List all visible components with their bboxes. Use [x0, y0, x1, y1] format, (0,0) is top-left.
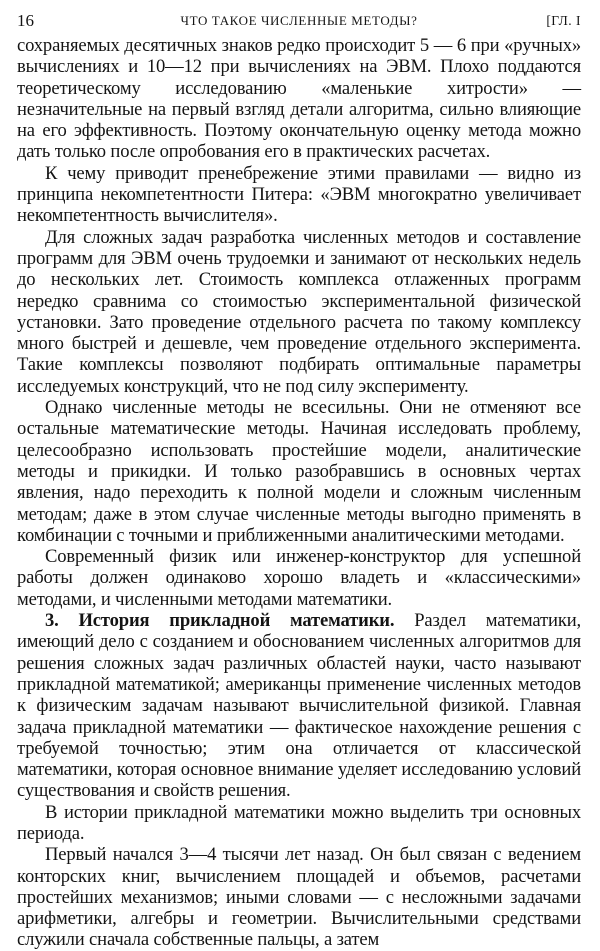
paragraph-modern-physicist: Современный физик или инженер-конструктор для успешной работы должен одинаково хорошо владеть и «классическими» методами, и численными методами математики. — [17, 546, 581, 610]
running-header — [17, 8, 581, 34]
book-page — [17, 8, 581, 951]
section-text: Раздел математики, имеющий дело с созданием и обоснованием численных алгоритмов для решения сложных задач различных областей науки, часто называют прикладной математикой; американцы применение численных методов к физическим задачам называют вычислительной физикой. Главная задача прикладной математики — фактическое нахождение решения с требуемой точностью; этим она отличается от классической математики, которая основное внимание уделяет исследованию условий существования и свойств решения. — [17, 610, 582, 802]
paragraph-three-periods: В истории прикладной математики можно выделить три основных периода. — [17, 801, 581, 844]
chapter-title: ЧТО ТАКОЕ ЧИСЛЕННЫЕ МЕТОДЫ? — [180, 13, 418, 28]
paragraph-limits-of-methods: Однако численные методы не всесильны. Они не отменяют все остальные математические методы. Начиная исследовать проблему, целесообразно использовать простейшие модели, аналитические методы и прикидки. И только разобравшись в основных чертах явления, надо переходить к полной модели и сложным численным методам; даже в этом случае численные методы выгодно применять в комбинации с точными и приближенными аналитическими методами. — [17, 397, 581, 546]
paragraph-continued: сохраняемых десятичных знаков редко происходит 5 — 6 при «ручных» вычислениях и 10—12 при вычислениях на ЭВМ. Плохо поддаются теоретическому исследованию «маленькие хитрости» — незначительные на первый взгляд детали алгоритма, сильно влияющие на его эффективность. Поэтому окончательную оценку метода можно дать только после опробования его в практических расчетах. — [17, 35, 581, 163]
paragraph-complex-problems: Для сложных задач разработка численных методов и составление программ для ЭВМ очень трудоемки и занимают от нескольких недель до нескольких лет. Стоимость комплекса отлаженных программ нередко сравнима со стоимостью экспериментальной физической установки. Зато проведение отдельного расчета по такому комплексу много быстрей и дешевле, чем проведение отдельного эксперимента. Такие комплексы позволяют подбирать оптимальные параметры исследуемых конструкций, что не под силу эксперименту. — [17, 226, 581, 397]
paragraph-section-3 — [17, 610, 581, 802]
section-heading: 3. История прикладной математики. — [45, 610, 395, 632]
paragraph-peter-principle: К чему приводит пренебрежение этими правилами — видно из принципа некомпетентности Питера: «ЭВМ многократно увеличивает некомпетентность вычислителя». — [17, 162, 581, 227]
page-number: 16 — [17, 11, 34, 30]
body-text — [17, 35, 581, 951]
chapter-reference: [ГЛ. I — [546, 13, 581, 28]
paragraph-first-period: Первый начался 3—4 тысячи лет назад. Он был связан с ведением конторских книг, вычислением площадей и объемов, расчетами простейших механизмов; иными словами — с несложными задачами арифметики, алгебры и геометрии. Вычислительными средствами служили сначала собственные пальцы, а затем — [17, 844, 581, 951]
